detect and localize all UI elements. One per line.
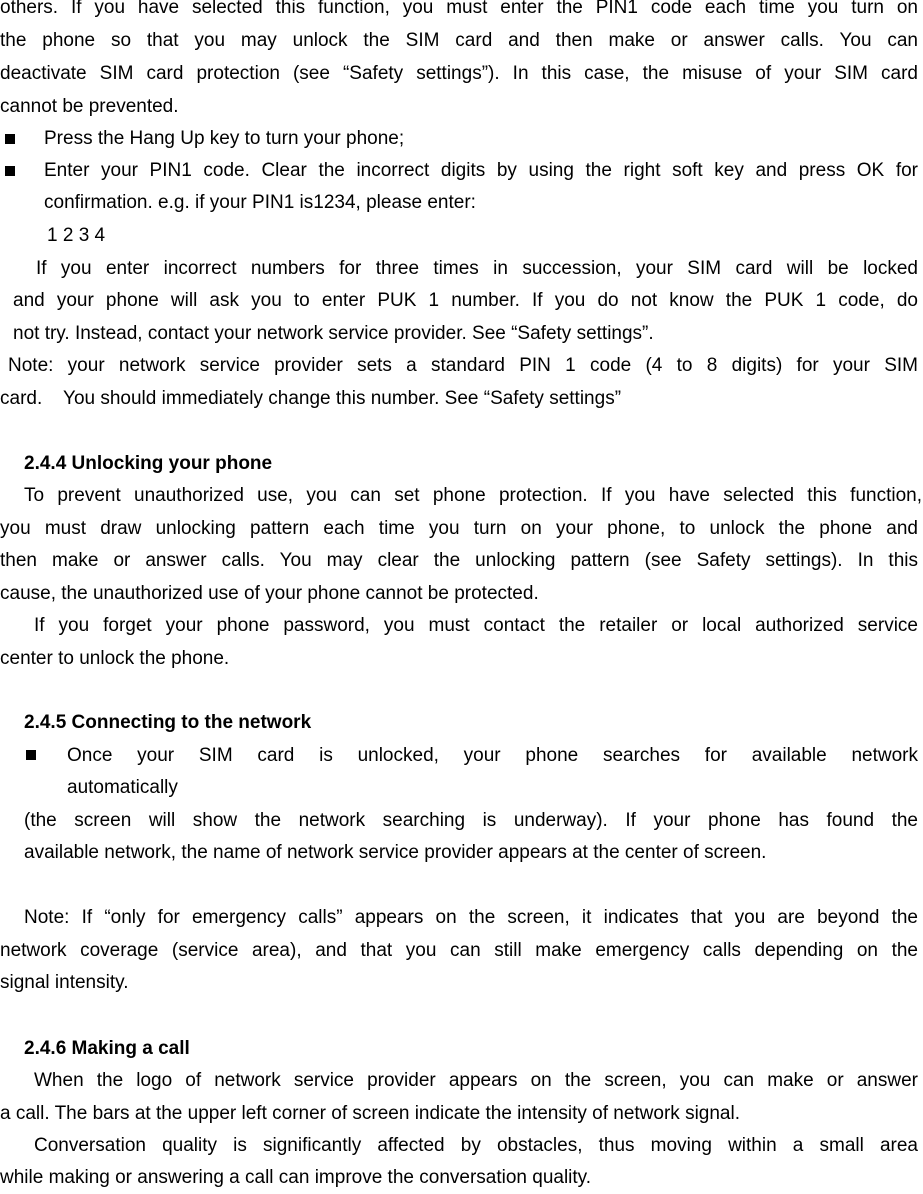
text-line: center to unlock the phone.	[0, 648, 230, 669]
text-line: deactivate SIM card protection (see “Safety settings”). In this case, the misuse of your SIM card	[0, 63, 918, 84]
text-line: available network, the name of network service provider appears at the center of screen.	[24, 842, 767, 863]
text-line: a call. The bars at the upper left corner of screen indicate the intensity of network signal.	[0, 1103, 740, 1124]
bullet-text: Press the Hang Up key to turn your phone;	[44, 128, 405, 149]
bullet-square-icon	[5, 134, 15, 144]
text-line: Note: your network service provider sets a standard PIN 1 code (4 to 8 digits) for your SIM	[8, 355, 918, 376]
pin-example: 1 2 3 4	[47, 225, 106, 246]
text-line: Conversation quality is significantly affected by obstacles, thus moving within a small area	[34, 1135, 918, 1156]
text-line: If you forget your phone password, you must contact the retailer or local authorized service	[34, 615, 918, 636]
bullet-text: confirmation. e.g. if your PIN1 is1234, please enter:	[44, 192, 476, 213]
text-line: If you enter incorrect numbers for three times in succession, your SIM card will be locked	[36, 258, 918, 279]
text-line: network coverage (service area), and that you can still make emergency calls depending on the	[0, 940, 918, 961]
text-line: others. If you have selected this function, you must enter the PIN1 code each time you turn on	[0, 0, 918, 18]
text-line: signal intensity.	[0, 972, 129, 993]
section-heading: 2.4.5 Connecting to the network	[24, 712, 312, 733]
text-line: not try. Instead, contact your network service provider. See “Safety settings”.	[13, 323, 654, 344]
text-line: the phone so that you may unlock the SIM card and then make or answer calls. You can	[0, 30, 918, 51]
text-line: To prevent unauthorized use, you can set phone protection. If you have selected this function,	[24, 485, 922, 506]
section-heading: 2.4.4 Unlocking your phone	[24, 453, 273, 474]
text-line: then make or answer calls. You may clear the unlocking pattern (see Safety settings). In this	[0, 550, 918, 571]
text-line: and your phone will ask you to enter PUK 1 number. If you do not know the PUK 1 code, do	[13, 290, 918, 311]
text-line: while making or answering a call can improve the conversation quality.	[0, 1167, 592, 1188]
text-line: Note: If “only for emergency calls” appears on the screen, it indicates that you are beyond the	[24, 907, 918, 928]
section-heading: 2.4.6 Making a call	[24, 1038, 190, 1059]
text-line: card. You should immediately change this number. See “Safety settings”	[0, 388, 622, 409]
text-line: When the logo of network service provider appears on the screen, you can make or answer	[34, 1070, 918, 1091]
text-line: you must draw unlocking pattern each time you turn on your phone, to unlock the phone and	[0, 518, 918, 539]
bullet-square-icon	[26, 750, 36, 760]
bullet-square-icon	[5, 166, 15, 176]
text-line: cannot be prevented.	[0, 96, 179, 117]
bullet-text: automatically	[67, 777, 178, 798]
text-line: (the screen will show the network searching is underway). If your phone has found the	[24, 810, 918, 831]
bullet-text: Enter your PIN1 code. Clear the incorrect digits by using the right soft key and press OK for	[44, 160, 918, 181]
text-line: cause, the unauthorized use of your phone cannot be protected.	[0, 583, 539, 604]
bullet-text: Once your SIM card is unlocked, your phone searches for available network	[67, 745, 918, 766]
